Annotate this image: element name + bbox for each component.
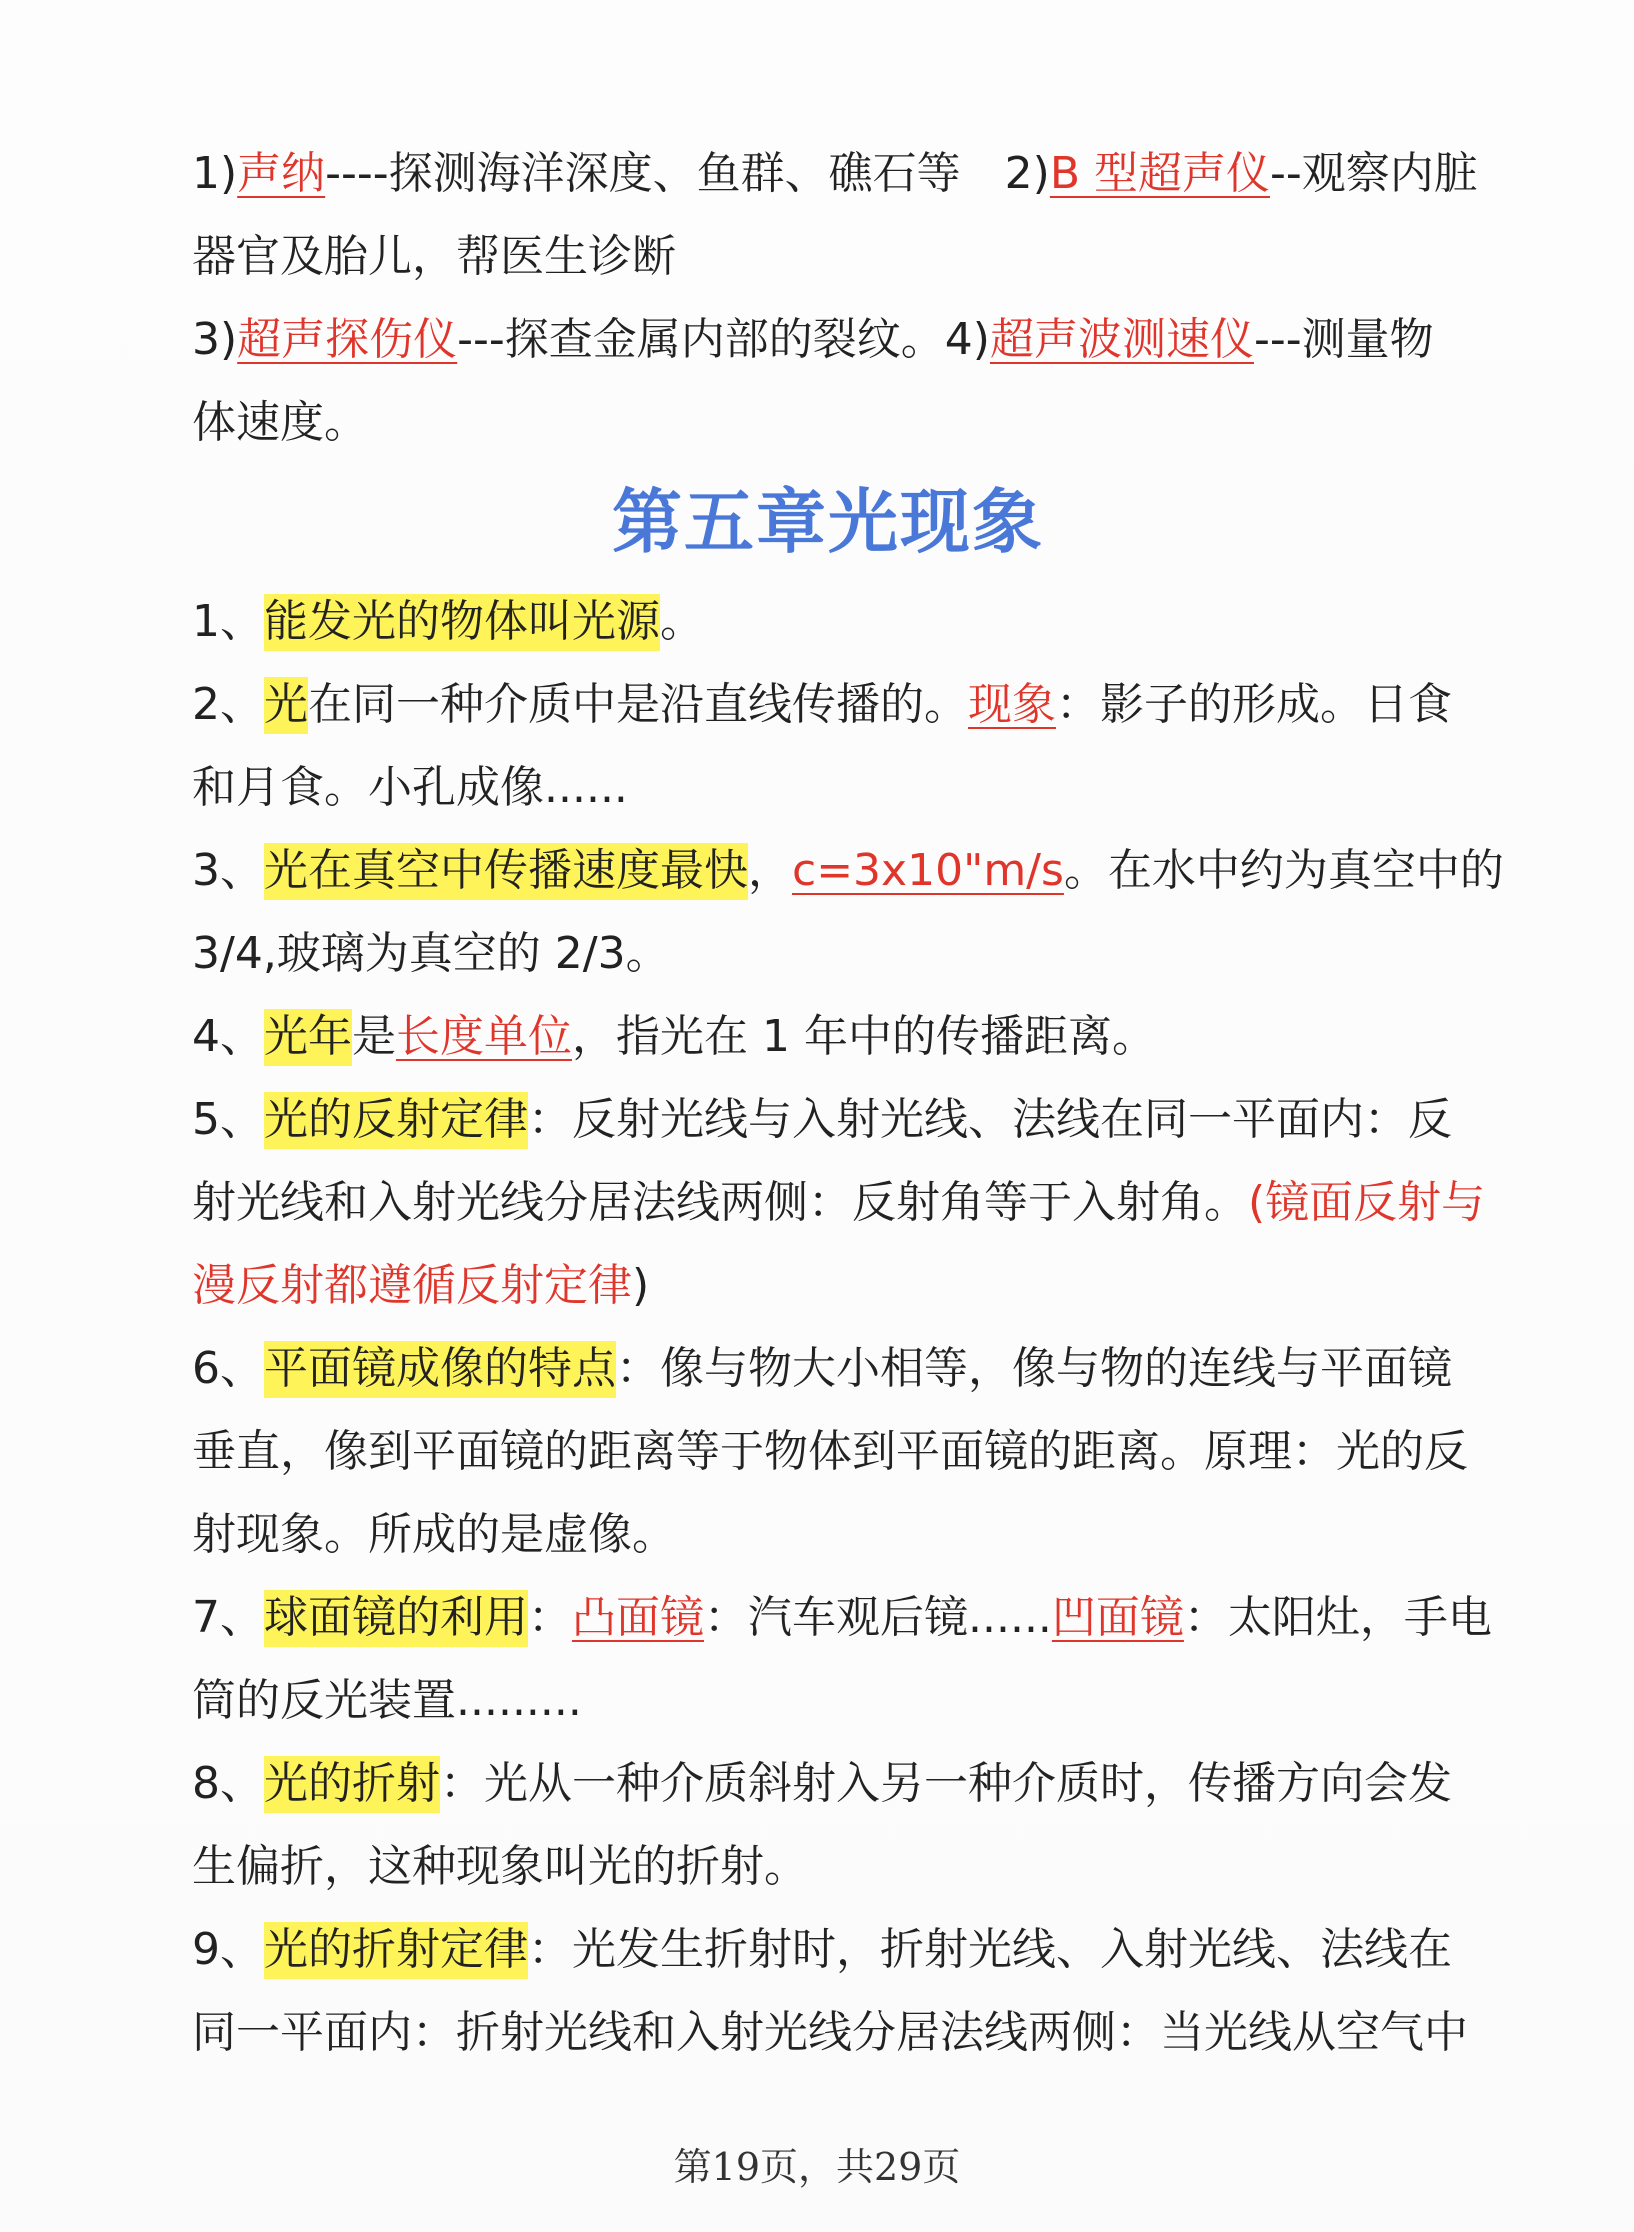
term-flaw-detector: 超声探伤仪	[237, 314, 458, 365]
item-2-line-1	[192, 663, 1464, 746]
page-content	[192, 132, 1504, 2074]
item-number: 1、	[192, 596, 264, 647]
item-number: 5、	[192, 1094, 264, 1145]
highlighted-term: 光年	[264, 1009, 352, 1066]
text-run: 和月食。小孔成像......	[192, 762, 628, 813]
text-run: 体速度。	[192, 397, 368, 448]
page-footer: 第19页，共29页	[673, 2145, 961, 2189]
highlighted-term: 光的折射	[264, 1756, 440, 1813]
text-run: ：太阳灶，手电	[1183, 1592, 1492, 1643]
item-number: 6、	[192, 1343, 264, 1394]
text-run: ---探查金属内部的裂纹。4)	[457, 314, 990, 365]
item-6-line-1	[192, 1327, 1464, 1410]
red-note: 漫反射都遵循反射定律	[192, 1260, 632, 1311]
highlighted-term: 光	[264, 677, 308, 734]
text-run: 同一平面内：折射光线和入射光线分居法线两侧：当光线从空气中	[192, 2007, 1468, 2058]
term-speed-meter: 超声波测速仪	[989, 314, 1254, 365]
text-run: 。在水中约为真空中的	[1063, 845, 1504, 896]
text-run: 器官及胎儿，帮医生诊断	[192, 231, 676, 282]
text-run: 3)	[192, 314, 238, 365]
highlighted-term: 能发光的物体叫光源	[264, 594, 660, 651]
text-run: --观察内脏	[1270, 148, 1478, 199]
highlighted-term: 光的折射定律	[264, 1922, 528, 1979]
speed-of-light-formula: c=3x10"m/s	[792, 845, 1064, 896]
item-number: 9、	[192, 1924, 264, 1975]
highlighted-term: 球面镜的利用	[264, 1590, 528, 1647]
text-run: 是	[352, 1011, 396, 1062]
intro-line-3	[192, 298, 1464, 381]
item-8-line-2	[192, 1825, 1464, 1908]
text-run: ：光发生折射时，折射光线、入射光线、法线在	[528, 1924, 1452, 1975]
item-number: 2、	[192, 679, 264, 730]
item-5-line-1	[192, 1078, 1464, 1161]
text-run: 1)	[192, 148, 238, 199]
intro-line-4	[192, 381, 1464, 464]
text-run: ：	[528, 1592, 572, 1643]
item-number: 8、	[192, 1758, 264, 1809]
item-9-line-1	[192, 1908, 1464, 1991]
item-3-line-2	[192, 912, 1464, 995]
item-1	[192, 580, 1464, 663]
text-run: ：汽车观后镜......	[704, 1592, 1052, 1643]
item-8-line-1	[192, 1742, 1464, 1825]
item-number: 7、	[192, 1592, 264, 1643]
item-number: 3、	[192, 845, 264, 896]
text-run: ----探测海洋深度、鱼群、礁石等 2)	[325, 148, 1050, 199]
text-run: 垂直，像到平面镜的距离等于物体到平面镜的距离。原理：光的反	[192, 1426, 1468, 1477]
item-7-line-1	[192, 1576, 1492, 1659]
text-run: 生偏折，这种现象叫光的折射。	[192, 1841, 808, 1892]
intro-line-2	[192, 215, 1464, 298]
term-convex-mirror: 凸面镜	[572, 1592, 704, 1643]
text-run: ：光从一种介质斜射入另一种介质时，传播方向会发	[440, 1758, 1452, 1809]
item-3-line-1	[192, 829, 1504, 912]
text-run: 射光线和入射光线分居法线两侧：反射角等于入射角。	[192, 1177, 1248, 1228]
term-concave-mirror: 凹面镜	[1051, 1592, 1184, 1643]
text-run: 3/4,玻璃为真空的 2/3。	[192, 928, 670, 979]
text-run: ：影子的形成。日食	[1056, 679, 1452, 730]
text-run: ：像与物大小相等，像与物的连线与平面镜	[616, 1343, 1452, 1394]
highlighted-term: 光的反射定律	[264, 1092, 528, 1149]
chapter-title: 第五章光现象	[612, 481, 1044, 563]
item-7-line-2	[192, 1659, 1464, 1742]
text-run: ---测量物	[1253, 314, 1434, 365]
underlined-term: 现象	[968, 679, 1056, 730]
item-5-line-2	[192, 1161, 1486, 1244]
text-run: 射现象。所成的是虚像。	[192, 1509, 676, 1560]
intro-line-1	[192, 132, 1478, 215]
item-6-line-2	[192, 1410, 1468, 1493]
item-5-line-3	[192, 1244, 1464, 1327]
text-run: 。	[660, 596, 704, 647]
highlighted-term: 光在真空中传播速度最快	[264, 843, 748, 900]
term-b-ultrasound: B 型超声仪	[1049, 148, 1271, 199]
text-run: ，	[748, 845, 792, 896]
term-sonar: 声纳	[237, 148, 326, 199]
item-2-line-2	[192, 746, 1464, 829]
text-run: 筒的反光装置.........	[192, 1675, 582, 1726]
text-run: ，指光在 1 年中的传播距离。	[572, 1011, 1156, 1062]
item-4	[192, 995, 1464, 1078]
highlighted-term: 平面镜成像的特点	[264, 1341, 616, 1398]
red-note: (镜面反射与	[1248, 1177, 1486, 1228]
item-6-line-3	[192, 1493, 1464, 1576]
underlined-term: 长度单位	[396, 1011, 572, 1062]
item-9-line-2	[192, 1991, 1468, 2074]
text-run: ：反射光线与入射光线、法线在同一平面内：反	[528, 1094, 1452, 1145]
text-run: 在同一种介质中是沿直线传播的。	[308, 679, 968, 730]
item-number: 4、	[192, 1011, 264, 1062]
text-run: )	[632, 1260, 650, 1311]
